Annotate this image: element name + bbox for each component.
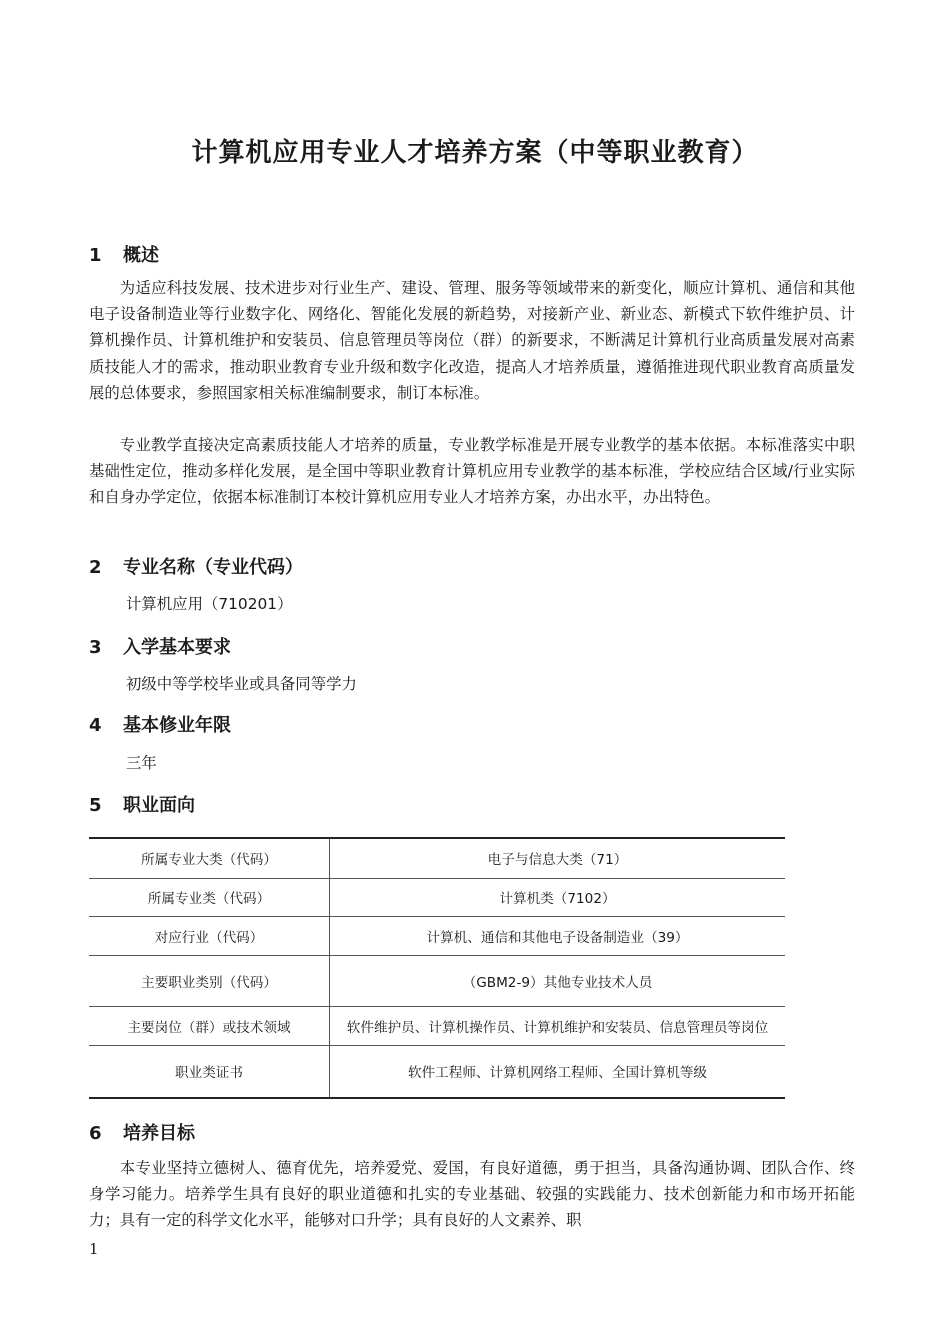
table-value-cell: 计算机类（7102） bbox=[330, 878, 786, 916]
section-title: 基本修业年限 bbox=[123, 715, 231, 736]
section-title: 入学基本要求 bbox=[123, 637, 231, 658]
overview-paragraph-1: 为适应科技发展、技术进步对行业生产、建设、管理、服务等领域带来的新变化，顺应计算机、通信和其他电子设备制造业等行业数字化、网络化、智能化发展的新趋势，对接新产业、新业态、新模式下软件维护员、计算机操作员、计算机维护和安装员、信息管理员等岗位（群）的新要求，不断满足计算机行业高质量发展对高素质技能人才的需求，推动职业教育专业升级和数字化改造，提高人才培养质量，遵循推进现代职业教育高质量发展的总体要求，参照国家相关标准编制要求，制订本标准。 bbox=[89, 279, 855, 402]
section-number: 1 bbox=[89, 245, 102, 266]
page-number: 1 bbox=[89, 1240, 99, 1258]
entry-requirement-text: 初级中等学校毕业或具备同等学力 bbox=[126, 675, 357, 693]
table-row bbox=[89, 838, 785, 878]
section-heading-overview bbox=[89, 241, 159, 267]
goal-paragraph-1: 本专业坚持立德树人、德育优先，培养爱党、爱国，有良好道德，勇于担当，具备沟通协调、团队合作、终身学习能力。培养学生具有良好的职业道德和扎实的专业基础、较强的实践能力、技术创新能力和市场开拓能力；具有一定的科学文化水平，能够对口升学；具有良好的人文素养、职 bbox=[89, 1159, 855, 1230]
table-row bbox=[89, 878, 785, 916]
section-heading-duration bbox=[89, 711, 231, 737]
table-value-cell: 计算机、通信和其他电子设备制造业（39） bbox=[330, 916, 786, 955]
section-heading-career bbox=[89, 791, 195, 817]
section-number: 6 bbox=[89, 1123, 102, 1144]
section-heading-major bbox=[89, 553, 303, 579]
table-label-cell: 职业类证书 bbox=[89, 1045, 330, 1098]
section-heading-goal bbox=[89, 1119, 195, 1145]
section-number: 4 bbox=[89, 715, 102, 736]
table-label-cell: 主要岗位（群）或技术领域 bbox=[89, 1006, 330, 1045]
table-value-cell: 电子与信息大类（71） bbox=[330, 838, 786, 878]
table-label-cell: 对应行业（代码） bbox=[89, 916, 330, 955]
table-value-cell: 软件工程师、计算机网络工程师、全国计算机等级 bbox=[330, 1045, 786, 1098]
duration-text: 三年 bbox=[126, 754, 157, 772]
table-label-cell: 主要职业类别（代码） bbox=[89, 955, 330, 1006]
overview-paragraph-2: 专业教学直接决定高素质技能人才培养的质量，专业教学标准是开展专业教学的基本依据。本标准落实中职基础性定位，推动多样化发展，是全国中等职业教育计算机应用专业教学的基本标准，学校应结合区域/行业实际和自身办学定位，依据本标准制订本校计算机应用专业人才培养方案，办出水平，办出特色。 bbox=[89, 436, 855, 507]
major-name-text: 计算机应用（710201） bbox=[126, 595, 293, 613]
section-number: 5 bbox=[89, 795, 102, 816]
career-orientation-table bbox=[89, 837, 785, 1099]
section-number: 3 bbox=[89, 637, 102, 658]
section-title: 专业名称（专业代码） bbox=[123, 557, 303, 578]
section-title: 概述 bbox=[123, 245, 159, 266]
table-row bbox=[89, 1045, 785, 1098]
table-row bbox=[89, 1006, 785, 1045]
section-heading-entry bbox=[89, 633, 231, 659]
table-label-cell: 所属专业类（代码） bbox=[89, 878, 330, 916]
section-title: 培养目标 bbox=[123, 1123, 195, 1144]
table-value-cell: （GBM2-9）其他专业技术人员 bbox=[330, 955, 786, 1006]
table-value-cell: 软件维护员、计算机操作员、计算机维护和安装员、信息管理员等岗位 bbox=[330, 1006, 786, 1045]
table-label-cell: 所属专业大类（代码） bbox=[89, 838, 330, 878]
table-row bbox=[89, 955, 785, 1006]
document-title: 计算机应用专业人才培养方案（中等职业教育） bbox=[191, 138, 759, 168]
section-number: 2 bbox=[89, 557, 102, 578]
section-title: 职业面向 bbox=[123, 795, 195, 816]
table-row bbox=[89, 916, 785, 955]
